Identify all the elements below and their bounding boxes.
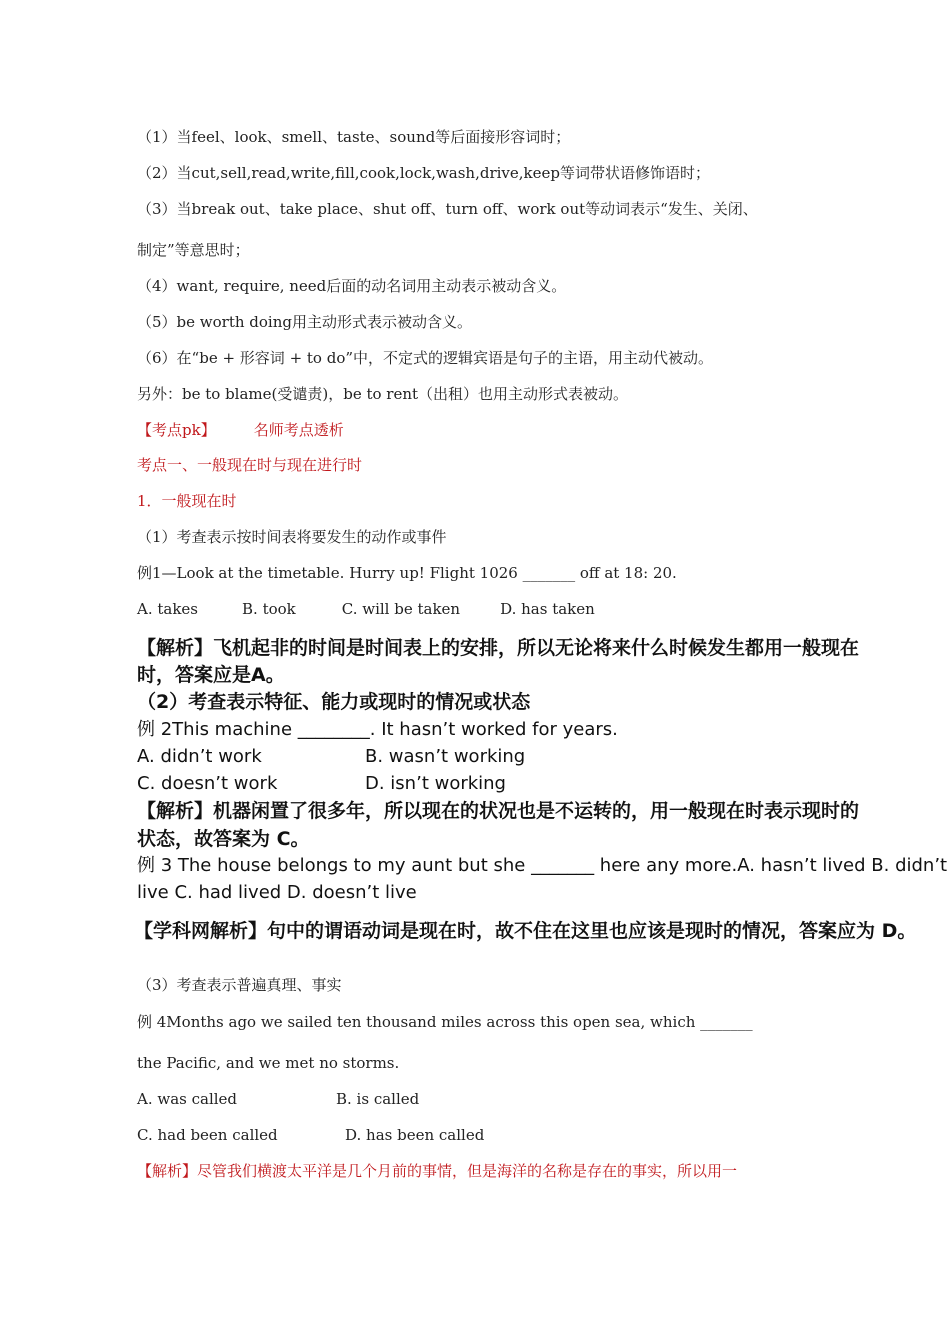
option-d: D. isn’t working xyxy=(365,773,506,794)
rule-4: （4）want, require, need后面的动名词用主动表示被动含义。 xyxy=(137,277,567,295)
analysis-tag: 【解析】 xyxy=(137,1162,198,1180)
option-b: B. is called xyxy=(336,1090,420,1108)
option-d: D. has taken xyxy=(500,600,595,618)
example-2: 例 2This machine ________. It hasn’t worked for years. xyxy=(137,719,618,740)
option-c: C. had been called xyxy=(137,1126,278,1144)
example-2-options-row-1 xyxy=(137,745,525,769)
analysis-1-line-1: 【解析】飞机起非的时间是时间表上的安排，所以无论将来什么时候发生都用一般现在 xyxy=(137,637,860,659)
example-1: 例1—Look at the timetable. Hurry up! Flight 1026 _______ off at 18: 20. xyxy=(137,564,677,582)
example-1-options xyxy=(137,599,595,619)
rule-5: （5）be worth doing用主动形式表示被动含义。 xyxy=(137,313,472,331)
pk-title: 名师考点透析 xyxy=(253,421,344,439)
option-c: C. will be taken xyxy=(341,600,461,618)
option-a: A. didn’t work xyxy=(137,746,262,767)
subsection-3: （3）考查表示普遍真理、事实 xyxy=(137,976,342,994)
section-1-title: 1．一般现在时 xyxy=(137,492,237,510)
analysis-text: 尽管我们横渡太平洋是几个月前的事情，但是海洋的名称是存在的事实，所以用一 xyxy=(197,1162,738,1180)
pk-tag: 【考点pk】 xyxy=(137,421,216,439)
example-3-line-1: 例 3 The house belongs to my aunt but she _______ here any more.A. hasn’t lived B. didn’t xyxy=(137,855,948,876)
subsection-1: （1）考查表示按时间表将要发生的动作或事件 xyxy=(137,528,447,546)
example-4-options-row-2 xyxy=(137,1125,484,1145)
note-also: 另外：be to blame(受谴责)，be to rent（出租）也用主动形式表被动。 xyxy=(137,385,629,403)
option-d: D. has been called xyxy=(345,1126,485,1144)
kaodian-1-title: 考点一、一般现在时与现在进行时 xyxy=(137,456,363,474)
rule-3: （3）当break out、take place、shut off、turn off、work out等动词表示“发生、关闭、 xyxy=(137,200,758,218)
example-4-line-2: the Pacific, and we met no storms. xyxy=(137,1054,400,1072)
example-4-line-1: 例 4Months ago we sailed ten thousand miles across this open sea, which _______ xyxy=(137,1013,753,1031)
option-a: A. takes xyxy=(137,600,199,618)
option-c: C. doesn’t work xyxy=(137,773,278,794)
example-4-options-row-1 xyxy=(137,1089,419,1109)
example-2-options-row-2 xyxy=(137,772,506,796)
analysis-1-line-2: 时，答案应是A。 xyxy=(137,664,285,686)
rule-3-continued: 制定”等意思时； xyxy=(137,241,250,259)
option-a: A. was called xyxy=(137,1090,238,1108)
analysis-2-line-2: 状态，故答案为 C。 xyxy=(137,828,310,850)
subsection-2: （2）考查表示特征、能力或现时的情况或状态 xyxy=(137,691,531,713)
kaodian-pk-heading xyxy=(137,420,344,440)
example-3-line-2: live C. had lived D. doesn’t live xyxy=(137,882,417,903)
option-b: B. wasn’t working xyxy=(365,746,526,767)
rule-1: （1）当feel、look、smell、taste、sound等后面接形容词时； xyxy=(137,128,571,146)
analysis-3: 【学科网解析】句中的谓语动词是现在时，故不住在这里也应该是现时的情况，答案应为 D。 xyxy=(134,920,917,942)
analysis-4 xyxy=(137,1161,737,1181)
rule-2: （2）当cut,sell,read,write,fill,cook,lock,wash,drive,keep等词带状语修饰语时； xyxy=(137,164,710,182)
option-b: B. took xyxy=(242,600,296,618)
rule-6: （6）在“be + 形容词 + to do”中，不定式的逻辑宾语是句子的主语，用主动代被动。 xyxy=(137,349,714,367)
analysis-2-line-1: 【解析】机器闲置了很多年，所以现在的状况也是不运转的，用一般现在时表示现时的 xyxy=(137,800,860,822)
